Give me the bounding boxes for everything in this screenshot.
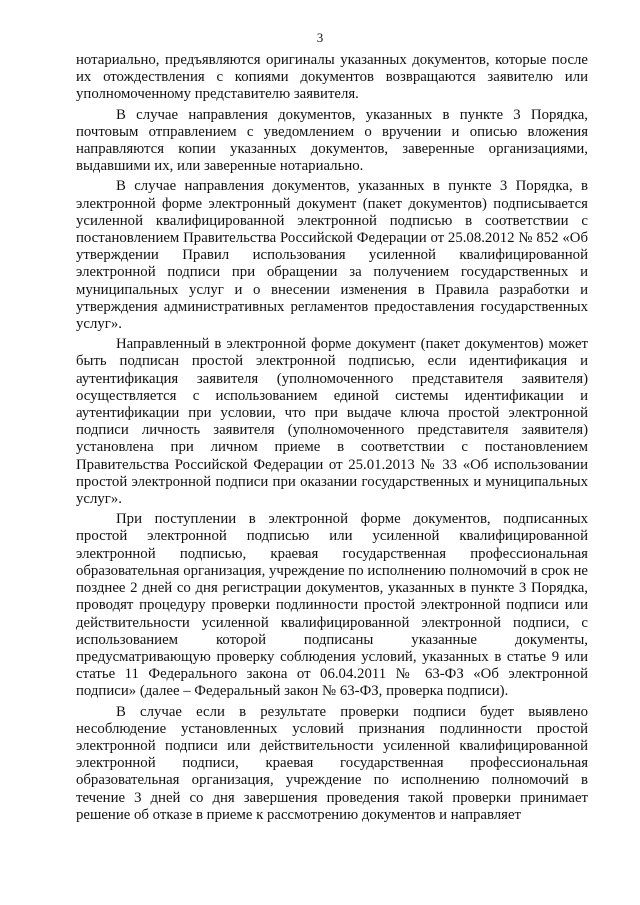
paragraph-2: В случае направления документов, указанных в пункте 3 Порядка, почтовым отправлением с уведомлением о вручении и описью вложения направляются копии указанных документов, заверенные организациями, выдавшими их, или заверенные нотариально.	[76, 106, 588, 175]
page-number: 3	[316, 30, 324, 45]
paragraph-1: нотариально, предъявляются оригиналы указанных документов, которые после их отождествления с копиями документов возвращаются заявителю или уполномоченному представителю заявителя.	[76, 52, 588, 103]
paragraph-6: В случае если в результате проверки подписи будет выявлено несоблюдение установленных условий признания подлинности простой электронной подписи или действительности усиленной квалифицированной электронной подписи, краевая государственная профессиональная образовательная организация, учреждение по исполнению полномочий в течение 3 дней со дня завершения проведения такой проверки принимает решение об отказе в приеме к рассмотрению документов и направляет	[76, 703, 588, 823]
document-body	[76, 52, 588, 827]
paragraph-4: Направленный в электронной форме документ (пакет документов) может быть подписан простой электронной подписью, если идентификация и аутентификация заявителя (уполномоченного представителя заявителя) осуществляется с использованием единой системы идентификации и аутентификации при условии, что при выдаче ключа простой электронной подписи личность заявителя (уполномоченного представителя заявителя) установлена при личном приеме в соответствии с постановлением Правительства Российской Федерации от 25.01.2013 № 33 «Об использовании простой электронной подписи при оказании государственных и муниципальных услуг».	[76, 336, 588, 508]
paragraph-5: При поступлении в электронной форме документов, подписанных простой электронной подписью или усиленной квалифицированной электронной подписью, краевая государственная профессиональная образовательная организация, учреждение по исполнению полномочий в срок не позднее 2 дней со дня регистрации документов, указанных в пункте 3 Порядка, проводят процедуру проверки подлинности простой электронной подписи или действительности усиленной квалифицированной электронной подписи, с использованием которой подписаны указанные документы, предусматривающую проверку соблюдения условий, указанных в статье 9 или статье 11 Федерального закона от 06.04.2011 № 63-ФЗ «Об электронной подписи» (далее – Федеральный закон № 63-ФЗ, проверка подписи).	[76, 511, 588, 700]
paragraph-3: В случае направления документов, указанных в пункте 3 Порядка, в электронной форме электронный документ (пакет документов) подписывается усиленной квалифицированной электронной подписью в соответствии с постановлением Правительства Российской Федерации от 25.08.2012 № 852 «Об утверждении Правил использования усиленной квалифицированной электронной подписи при обращении за получением государственных и муниципальных услуг и о внесении изменения в Правила разработки и утверждения административных регламентов предоставления государственных услуг».	[76, 178, 588, 333]
